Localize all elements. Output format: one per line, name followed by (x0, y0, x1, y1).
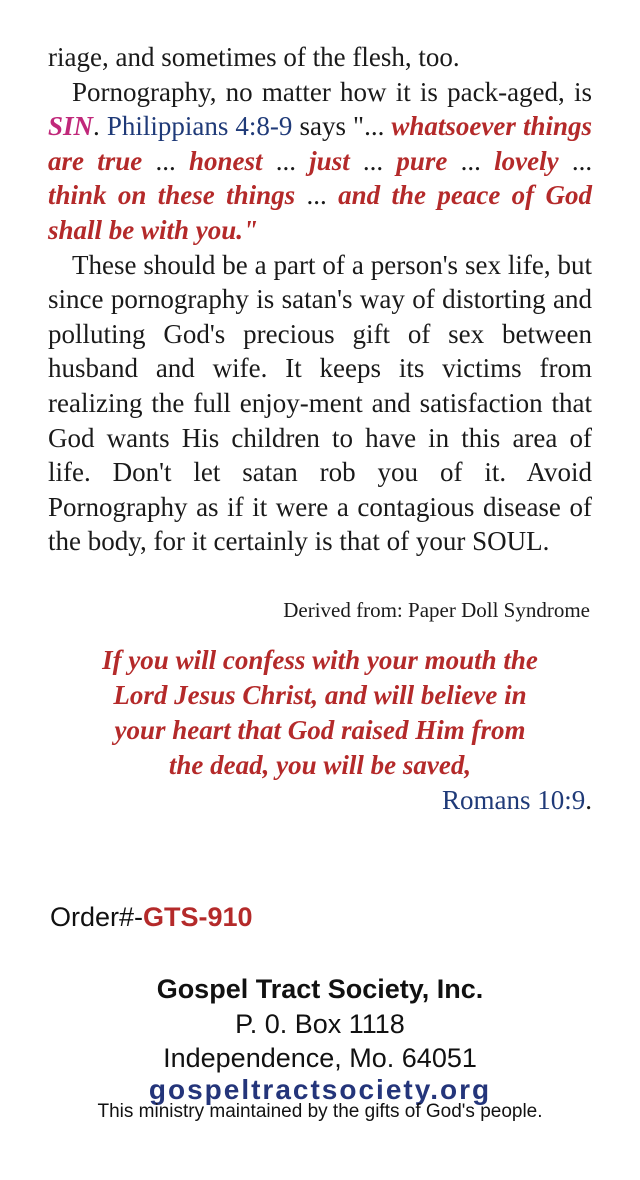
paragraph-pornography-sin (48, 75, 592, 248)
verse-line: Lord Jesus Christ, and will believe in (113, 680, 527, 710)
order-label: Order#- (50, 902, 144, 932)
ellipsis: ... (558, 145, 593, 176)
quote-peace: and the peace of God shall be with you." (48, 180, 593, 245)
po-box: P. 0. Box 1118 (235, 1009, 405, 1039)
para2-intro: Pornography, no matter how it is pack-aged, is (72, 76, 592, 107)
source-attribution: Derived from: Paper Doll Syndrome (283, 598, 590, 622)
para2-says: says "... (292, 111, 392, 142)
ellipsis: ... (295, 180, 339, 211)
quote-true: whatsoever things are true (48, 111, 592, 176)
publisher-footer (0, 972, 640, 1123)
quote-pure: pure (396, 145, 448, 176)
sin-word: SIN (48, 111, 94, 142)
romans-ref: Romans 10:9 (441, 785, 586, 815)
verse-line: the dead, you will be saved, (168, 750, 472, 780)
verse-reference (442, 783, 592, 818)
website-link[interactable]: gospeltractsociety.org (148, 1074, 492, 1105)
salvation-verse (40, 643, 600, 783)
scripture-ref-philippians: Philippians 4:8-9 (106, 111, 293, 142)
quote-think: think on these things (48, 180, 296, 211)
ellipsis: ... (349, 145, 397, 176)
para2-punct: . (93, 111, 107, 142)
tract-body (48, 40, 592, 559)
paragraph-continuation (48, 40, 592, 75)
ministry-note: This ministry maintained by the gifts of God's people. (97, 1101, 543, 1122)
verse-line: If you will confess with your mouth the (102, 645, 538, 675)
order-number (50, 900, 253, 934)
city-state-zip: Independence, Mo. 64051 (163, 1043, 477, 1073)
order-code: GTS-910 (143, 902, 253, 932)
ref-period: . (585, 785, 592, 815)
paragraph-satan-distortion: These should be a part of a person's sex life, but since pornography is satan's way of distorting and polluting God's precious gift of sex between husband and wife. It keeps its victims from realizing the full enjoy-ment and satisfaction that God wants His children to have in this area of life. Don't let satan rob you of it. Avoid Pornography as if it were a contagious disease of the body, for it certainly is that of your SOUL. (48, 249, 592, 557)
quote-honest: honest (188, 145, 263, 176)
quote-lovely: lovely (494, 145, 559, 176)
continuation-text: riage, and sometimes of the flesh, too. (48, 42, 460, 72)
ellipsis: ... (262, 145, 310, 176)
ellipsis: ... (142, 145, 189, 176)
verse-line: your heart that God raised Him from (114, 715, 526, 745)
quote-just: just (309, 145, 350, 176)
publisher-name: Gospel Tract Society, Inc. (156, 974, 484, 1004)
ellipsis: ... (447, 145, 495, 176)
